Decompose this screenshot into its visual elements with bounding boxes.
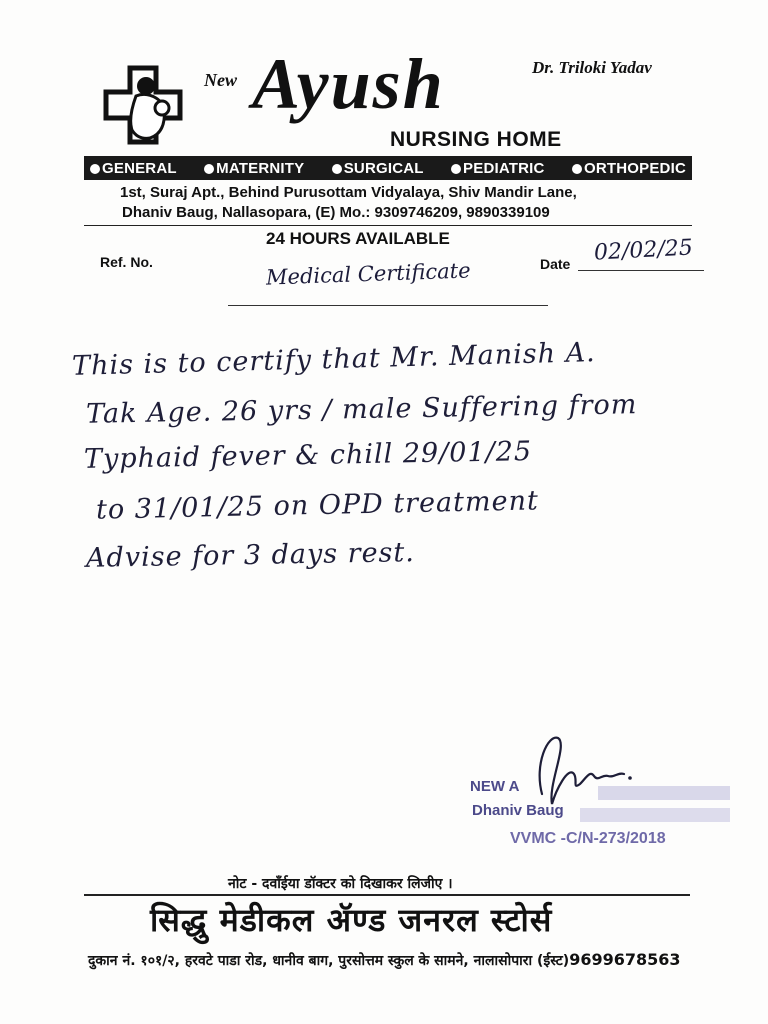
body-line-5: Advise for 3 days rest. [85, 537, 416, 574]
bullet-icon [332, 164, 342, 174]
body-line-4: to 31/01/25 on OPD treatment [95, 485, 540, 526]
brand-prefix: New [204, 70, 237, 90]
signature-mark [528, 724, 638, 814]
specialties-bar [84, 156, 692, 180]
specialty-item: MATERNITY [204, 160, 304, 177]
footer-note: नोट - दवाँईया डॉक्टर को दिखाकर लिजीए । [228, 876, 453, 892]
availability-text: 24 HOURS AVAILABLE [266, 229, 450, 248]
specialty-item: ORTHOPEDIC [572, 160, 686, 177]
bullet-icon [451, 164, 461, 174]
store-address: दुकान नं. १०१/२, हरवटे पाडा रोड, धानीव बाग, पुरसोत्तम स्कुल के सामने, नालासोपारा (ईस्ट) [88, 953, 570, 969]
date-underline [578, 270, 704, 271]
bullet-icon [90, 164, 100, 174]
header-divider [84, 225, 692, 226]
bullet-icon [204, 164, 214, 174]
store-address-line [88, 950, 681, 970]
certificate-title: Medical Certificate [265, 258, 471, 290]
date-label: Date [540, 256, 571, 272]
specialty-item: GENERAL [90, 160, 177, 177]
specialty-item: SURGICAL [332, 160, 424, 177]
doctor-name: Dr. Triloki Yadav [532, 58, 652, 77]
date-value: 02/02/25 [593, 235, 694, 266]
address-line-2: Dhaniv Baug, Nallasopara, (E) Mo.: 9309746209, 9890339109 [122, 204, 550, 221]
medical-cross-logo-icon [100, 62, 196, 148]
stamp-line-1: NEW A [470, 778, 520, 795]
title-underline [228, 305, 548, 306]
store-phone: 9699678563 [569, 950, 681, 969]
body-line-3: Typhaid fever & chill 29/01/25 [83, 436, 533, 475]
brand-subtitle: NURSING HOME [390, 128, 562, 151]
stamp-line-2: Dhaniv Baug [472, 802, 564, 819]
footer-divider [84, 894, 690, 896]
ref-no-label: Ref. No. [100, 254, 153, 270]
store-name: सिद्धु मेडीकल ॲण्ड जनरल स्टोर्स [150, 901, 553, 939]
specialty-item: PEDIATRIC [451, 160, 545, 177]
stamp-line-3: VVMC -C/N-273/2018 [510, 830, 666, 847]
body-line-2: Tak Age. 26 yrs / male Suffering from [85, 389, 638, 430]
bullet-icon [572, 164, 582, 174]
address-line-1: 1st, Suraj Apt., Behind Purusottam Vidyalaya, Shiv Mandir Lane, [120, 184, 577, 201]
body-line-1: This is to certify that Mr. Manish A. [71, 337, 597, 382]
brand-name: Ayush [252, 44, 445, 124]
